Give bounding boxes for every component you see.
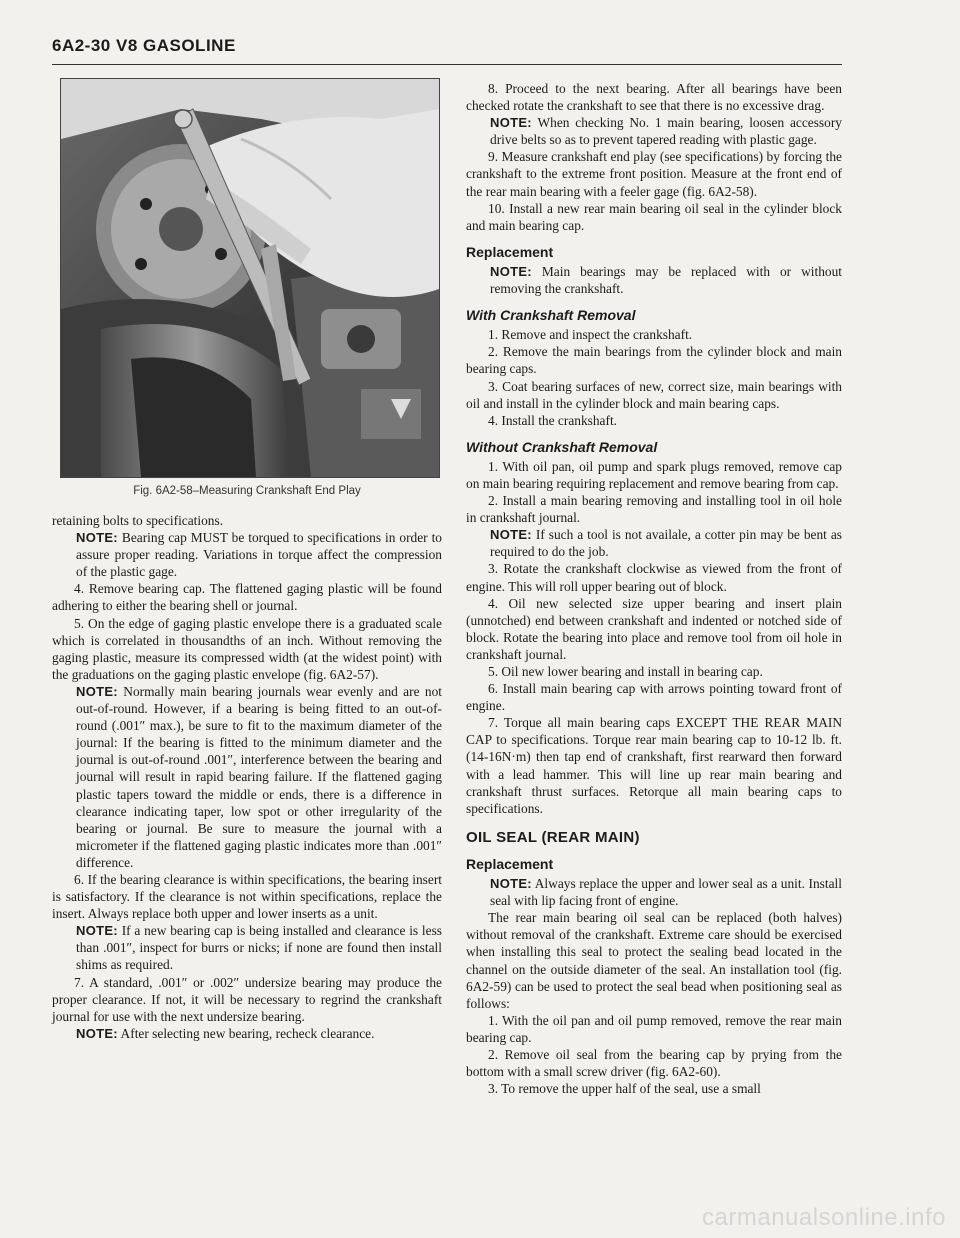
note-label: NOTE: <box>490 527 532 543</box>
note-text: Always replace the upper and lower seal as a unit. Install seal with lip facing front of engine. <box>490 876 842 909</box>
note-text: Normally main bearing journals wear evenly and are not out-of-round. However, if a bearing is being fitted to an out-of-round (.001″ max.), be sure to fit to the maximum diameter of the journal: If the bearing is fitted to the minimum diameter and the journal is out-of-round .001″, interference between the bearing and journal will result in rapid bearing failure. If the flattened gaging plastic tapers toward the middle or ends, there is a difference in clearance indicating taper, low spot or other irregularity of the bearing or journal. Be sure to measure the journal with a micrometer if the flattened gaging plastic indicates more than .001″ difference. <box>76 683 442 870</box>
body-paragraph: 9. Measure crankshaft end play (see specifications) by forcing the crankshaft to the extreme front position. Measure at the front end of the rear main bearing with a feeler gage (fig. 6A2-58). <box>466 149 842 199</box>
note-paragraph <box>52 683 442 871</box>
note-text: If such a tool is not availale, a cotter pin may be bent as required to do the job. <box>490 527 842 560</box>
note-text: When checking No. 1 main bearing, loosen accessory drive belts so as to prevent tapered reading with plastic gage. <box>490 115 842 148</box>
body-paragraph: retaining bolts to specifications. <box>52 513 224 528</box>
page-header <box>52 34 842 65</box>
page-header-title: 6A2-30 V8 GASOLINE <box>52 36 236 55</box>
italic-subheading: Without Crankshaft Removal <box>466 438 658 455</box>
body-paragraph: 1. With the oil pan and oil pump removed, remove the rear main bearing cap. <box>466 1012 842 1045</box>
subheading: Replacement <box>466 855 554 872</box>
note-text: Main bearings may be replaced with or without removing the crankshaft. <box>490 263 842 297</box>
body-paragraph: 2. Remove the main bearings from the cylinder block and main bearing caps. <box>466 344 842 377</box>
body-paragraph: 6. If the bearing clearance is within specifications, the bearing insert is satisfactory. If the clearance is not within specifications, replace the insert. Always replace both upper and lower inserts as a unit. <box>52 871 442 922</box>
note-label: NOTE: <box>76 1025 118 1041</box>
note-label: NOTE: <box>490 263 532 279</box>
section-heading: OIL SEAL (REAR MAIN) <box>466 828 640 846</box>
body-paragraph: 4. Oil new selected size upper bearing and insert plain (unnotched) end between crankshaft and indented or notched side of block. Rotate the bearing into place and remove tool from oil hole in crankshaft journal. <box>466 595 842 662</box>
body-paragraph: 2. Remove oil seal from the bearing cap by prying from the bottom with a small screw driver (fig. 6A2-60). <box>466 1046 842 1080</box>
note-paragraph <box>466 875 842 909</box>
note-label: NOTE: <box>76 923 118 939</box>
body-paragraph: 1. Remove and inspect the crankshaft. <box>488 327 693 343</box>
italic-subheading: With Crankshaft Removal <box>466 307 636 324</box>
left-column <box>52 512 442 1042</box>
body-paragraph: 4. Install the crankshaft. <box>488 412 618 428</box>
figure-photo <box>60 78 440 478</box>
body-paragraph: 5. On the edge of gaging plastic envelope there is a graduated scale which is correlated in thousandths of an inch. Without removing the gaging plastic, measure its compressed width (at the widest point) with the graduations on the gaging plastic envelope (fig. 6A2-57). <box>52 615 442 682</box>
body-paragraph: 2. Install a main bearing removing and installing tool in oil hole in crankshaft journal. <box>466 493 842 526</box>
note-paragraph <box>466 114 842 148</box>
note-paragraph <box>52 529 442 580</box>
figure <box>52 78 442 501</box>
note-label: NOTE: <box>76 530 118 546</box>
body-paragraph: 7. A standard, .001″ or .002″ undersize bearing may produce the proper clearance. If not, it will be necessary to regrind the crankshaft journal for use with the next undersize bearing. <box>52 974 442 1024</box>
note-text: After selecting new bearing, recheck clearance. <box>117 1025 375 1041</box>
body-paragraph: 3. To remove the upper half of the seal, use a small <box>488 1081 761 1097</box>
subheading: Replacement <box>466 243 554 260</box>
engine-photo-illustration <box>61 79 439 477</box>
note-paragraph <box>52 1025 442 1042</box>
body-paragraph: The rear main bearing oil seal can be replaced (both halves) without removal of the crankshaft. Extreme care should be exercised when installing this seal to protect the sealing bead located in the channel on the outside diameter of the seal. An installation tool (fig. 6A2-59) can be used to protect the seal bead when positioning seal as follows: <box>466 910 842 1011</box>
note-label: NOTE: <box>490 115 532 131</box>
note-label: NOTE: <box>490 876 532 892</box>
body-paragraph: 5. Oil new lower bearing and install in bearing cap. <box>488 664 763 679</box>
body-paragraph: 1. With oil pan, oil pump and spark plugs removed, remove cap on main bearing requiring replacement and remove bearing from cap. <box>466 458 842 491</box>
body-paragraph: 3. Coat bearing surfaces of new, correct size, main bearings with oil and install in the cylinder block and main bearing caps. <box>466 378 842 411</box>
body-paragraph: 6. Install main bearing cap with arrows pointing toward front of engine. <box>466 681 842 714</box>
note-label: NOTE: <box>76 683 118 699</box>
note-text: If a new bearing cap is being installed and clearance is less than .001″, inspect for burrs or nicks; if none are found then install shims as required. <box>76 923 442 973</box>
body-paragraph: 4. Remove bearing cap. The flattened gaging plastic will be found adhering to either the bearing shell or journal. <box>52 581 442 614</box>
watermark: carmanualsonline.info <box>702 1204 946 1231</box>
note-paragraph <box>52 922 442 973</box>
figure-caption: Fig. 6A2-58–Measuring Crankshaft End Play <box>133 485 361 497</box>
body-paragraph: 7. Torque all main bearing caps EXCEPT THE REAR MAIN CAP to specifications. Torque rear main bearing cap to 10-12 lb. ft. (14-16N·m) then tap end of crankshaft, first rearward then forward with a lead hammer. This will line up rear main bearing and crankshaft thrust surfaces. Retorque all main bearing caps to specifications. <box>466 715 842 816</box>
note-paragraph <box>466 263 842 297</box>
body-paragraph: 8. Proceed to the next bearing. After all bearings have been checked rotate the crankshaft to see that there is no excessive drag. <box>466 81 842 114</box>
note-text: Bearing cap MUST be torqued to specifications in order to assure proper reading. Variations in torque affect the compression of the plastic gage. <box>76 530 442 580</box>
right-column <box>466 80 842 1097</box>
body-paragraph: 10. Install a new rear main bearing oil seal in the cylinder block and main bearing cap. <box>466 200 842 233</box>
body-paragraph: 3. Rotate the crankshaft clockwise as viewed from the front of engine. This will roll upper bearing out of block. <box>466 561 842 594</box>
note-paragraph <box>466 526 842 560</box>
